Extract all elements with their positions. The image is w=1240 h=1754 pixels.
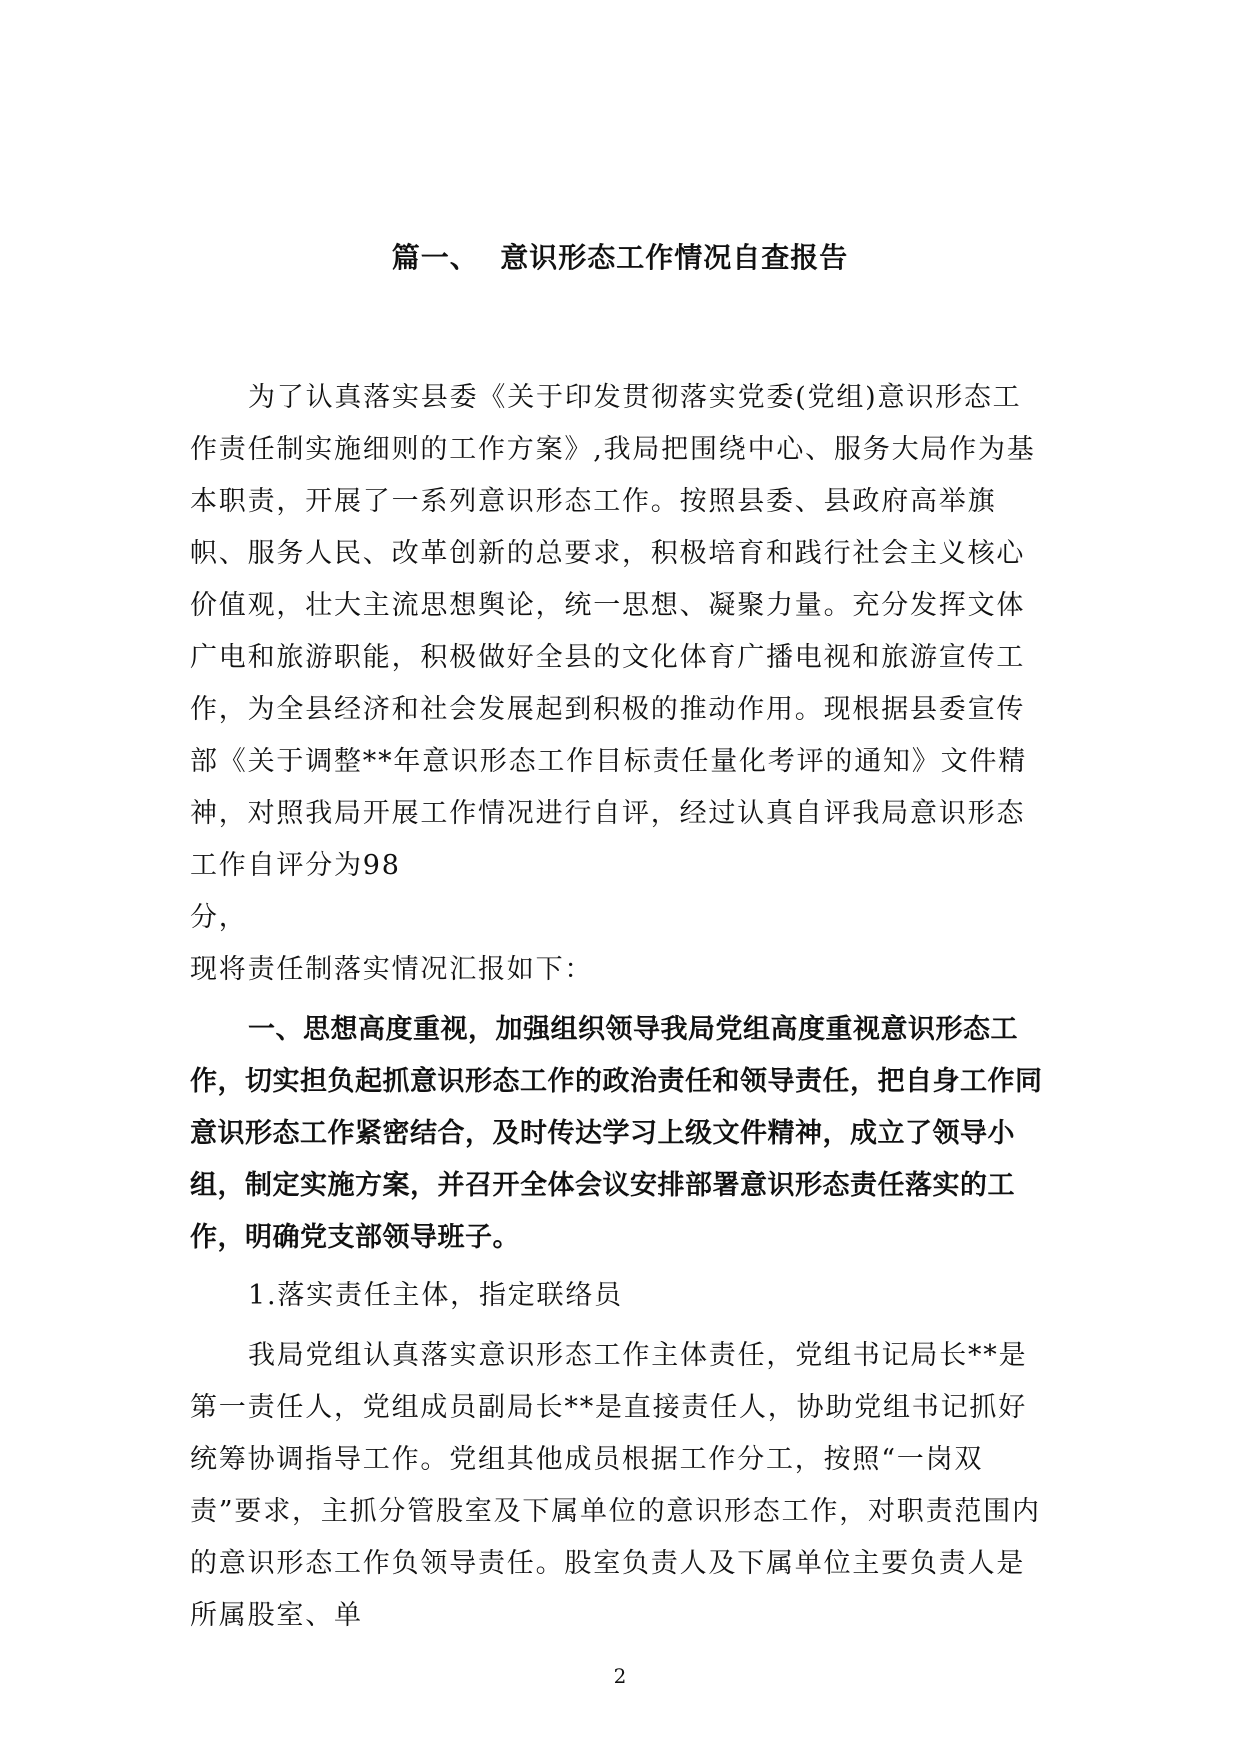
document-body (190, 372, 1050, 1642)
intro-paragraph-score: 分， (190, 902, 248, 933)
intro-paragraph: 为了认真落实县委《关于印发贯彻落实党委(党组)意识形态工作责任制实施细则的工作方案》,我局把围绕中心、服务大局作为基本职责，开展了一系列意识形态工作。按照县委、县政府高举旗帜、服务人民、改革创新的总要求，积极培育和践行社会主义核心价值观，壮大主流思想舆论，统一思想、凝聚力量。充分发挥文体广电和旅游职能，积极做好全县的文化体育广播电视和旅游宣传工作，为全县经济和社会发展起到积极的推动作用。现根据县委宣传部《关于调整**年意识形态工作目标责任量化考评的通知》文件精神，对照我局开展工作情况进行自评，经过认真自评我局意识形态工作自评分为98 (190, 382, 1036, 881)
document-title: 篇一、 意识形态工作情况自查报告 (391, 241, 849, 274)
intro-paragraph-report: 现将责任制落实情况汇报如下： (190, 954, 594, 985)
page-number: 2 (613, 1664, 627, 1688)
responsibility-paragraph: 我局党组认真落实意识形态工作主体责任，党组书记局长**是第一责任人，党组成员副局长**是直接责任人，协助党组书记抓好统筹协调指导工作。党组其他成员根据工作分工，按照“一岗双责”要求，主抓分管股室及下属单位的意识形态工作，对职责范围内的意识形态工作负领导责任。股室负责人及下属单位主要负责人是所属股室、单 (190, 1340, 1041, 1631)
section-heading-1: 一、思想高度重视，加强组织领导我局党组高度重视意识形态工作，切实担负起抓意识形态工作的政治责任和领导责任，把自身工作同意识形态工作紧密结合，及时传达学习上级文件精神，成立了领导小组，制定实施方案，并召开全体会议安排部署意识形态责任落实的工作，明确党支部领导班子。 (190, 1014, 1043, 1253)
subsection-heading-1: 1.落实责任主体，指定联络员 (248, 1280, 623, 1311)
